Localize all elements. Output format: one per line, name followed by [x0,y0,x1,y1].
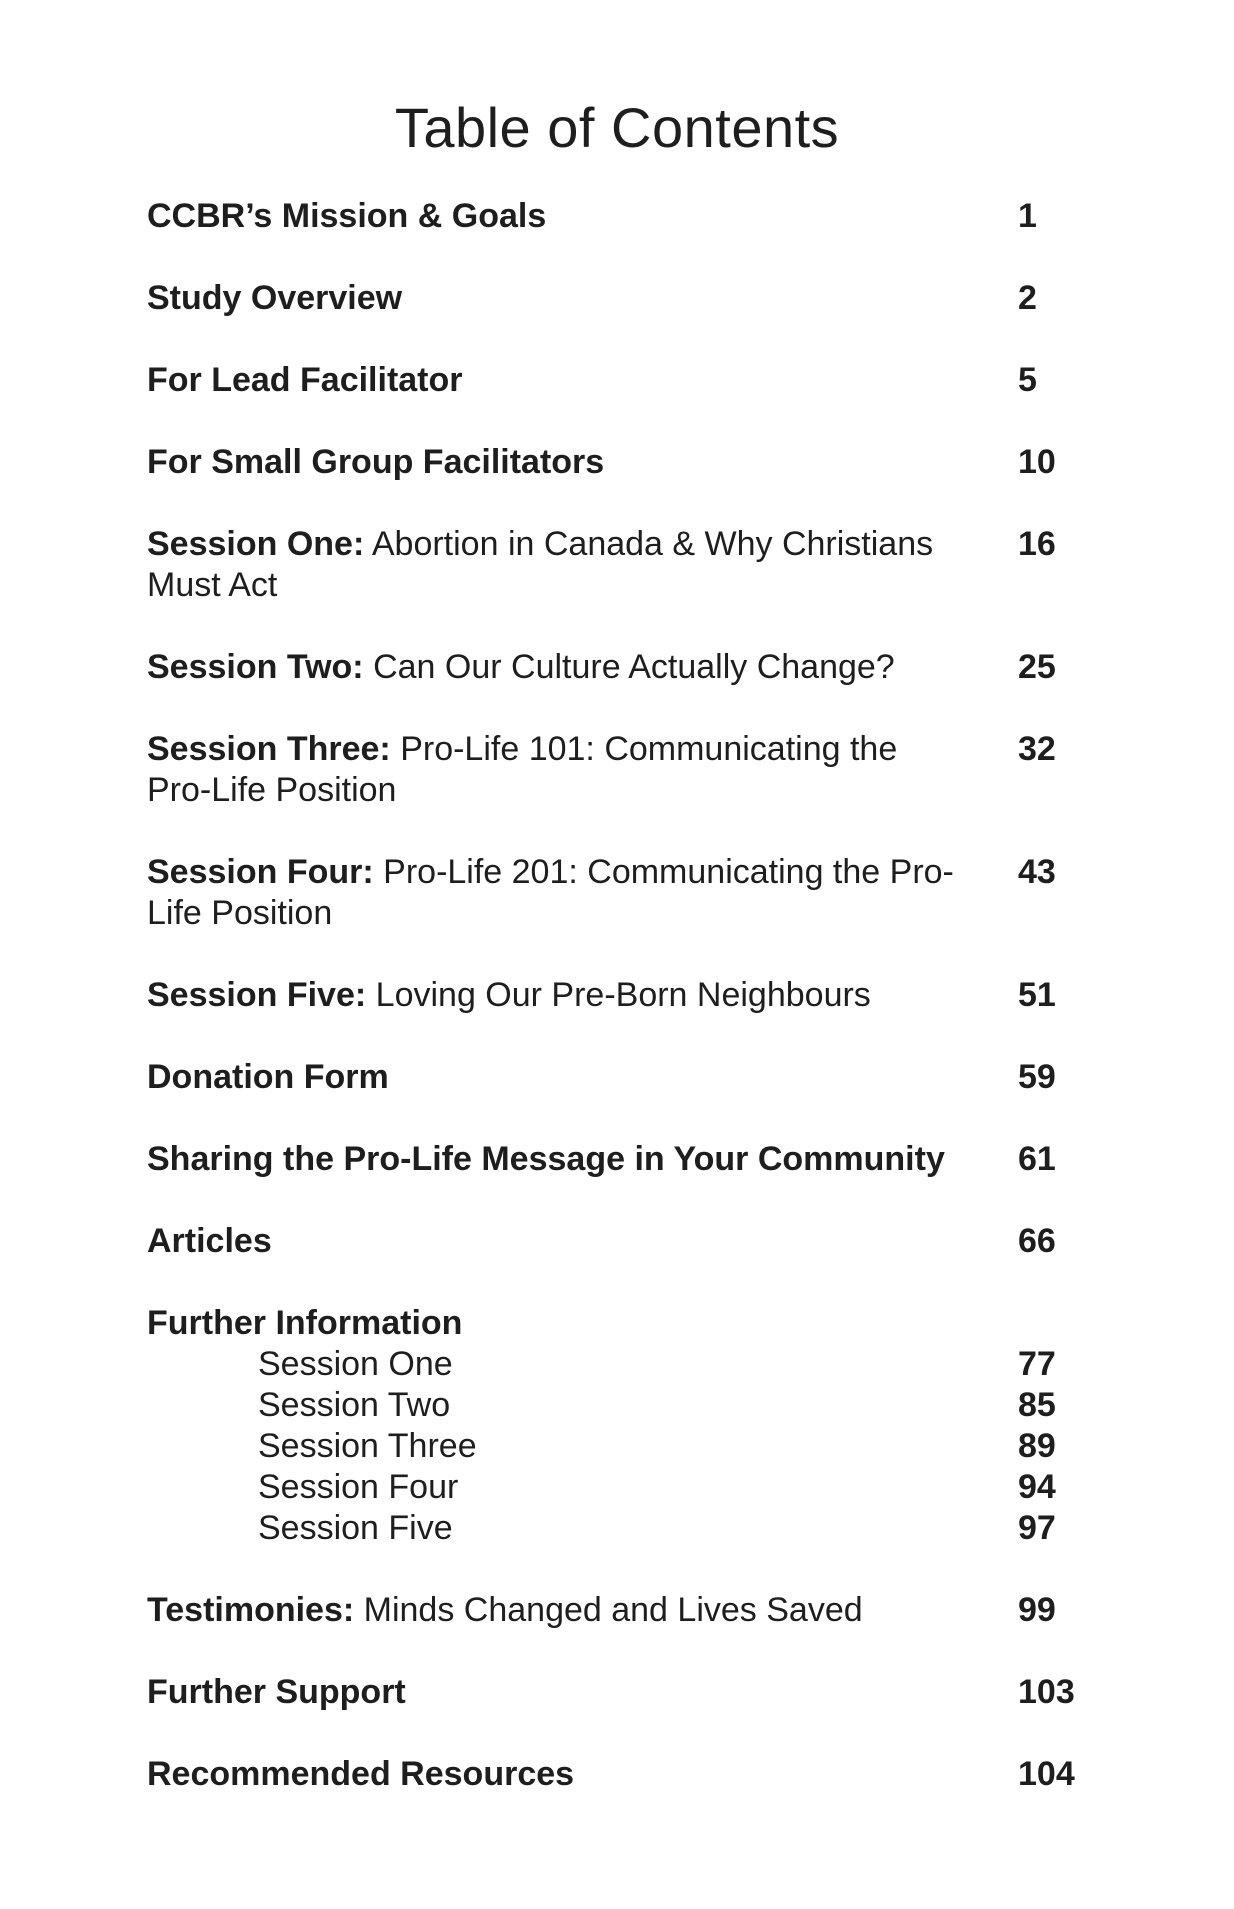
toc-entry-description: Pro-Life 201: Communicating the Pro-Life Position [147,853,954,932]
toc-subentry-session-five[interactable]: Session Five [258,1509,453,1547]
toc-entry-lead-facilitator[interactable] [147,360,957,401]
toc-page-number: 59 [1018,1058,1056,1096]
toc-page-number: 97 [1018,1509,1056,1547]
toc-subentry-session-two[interactable]: Session Two [258,1386,451,1424]
toc-page-number: 16 [1018,525,1056,563]
toc-entry-recommended-resources[interactable] [147,1754,957,1795]
toc-entry-label: Testimonies: [147,1591,355,1629]
toc-entry-label: For Lead Facilitator [147,361,463,399]
toc-entry-description: Minds Changed and Lives Saved [363,1591,863,1629]
toc-entry-session-two[interactable] [147,647,957,688]
toc-entry-donation-form[interactable] [147,1057,957,1098]
toc-page-number: 51 [1018,976,1056,1014]
toc-entry-label: Further Support [147,1673,406,1711]
toc-entry-label: Session Four: [147,853,374,891]
toc-entry-further-support[interactable] [147,1672,957,1713]
toc-entry-small-group-facilitators[interactable] [147,442,957,483]
toc-entry-articles[interactable] [147,1221,957,1262]
toc-entry-session-one[interactable] [147,524,957,606]
toc-page-number: 1 [1018,197,1037,235]
toc-page-number: 89 [1018,1427,1056,1465]
toc-page-number: 2 [1018,279,1037,317]
toc-entry-session-three[interactable] [147,729,957,811]
toc-page-number: 77 [1018,1345,1056,1383]
toc-page-number: 103 [1018,1673,1075,1711]
page-title: Table of Contents [394,96,840,159]
toc-page-number: 61 [1018,1140,1056,1178]
toc-page-number: 94 [1018,1468,1056,1506]
toc-entry-label: Session Two: [147,648,364,686]
toc-subentry-session-three[interactable]: Session Three [258,1427,477,1465]
toc-page-number: 32 [1018,730,1056,768]
toc-entry-session-five[interactable] [147,975,957,1016]
toc-entry-description: Loving Our Pre-Born Neighbours [375,976,871,1014]
toc-entry-label: Donation Form [147,1058,389,1096]
toc-entry-further-information[interactable] [147,1303,957,1344]
toc-page-number: 10 [1018,443,1056,481]
toc-entry-label: Study Overview [147,279,403,317]
toc-entry-sharing-message[interactable] [147,1139,977,1180]
toc-entry-label: CCBR’s Mission & Goals [147,197,547,235]
toc-page-number: 5 [1018,361,1037,399]
toc-entry-mission[interactable] [147,196,957,237]
toc-entry-label: Session Three: [147,730,391,768]
toc-page-number: 66 [1018,1222,1056,1260]
toc-entry-label: Session Five: [147,976,367,1014]
toc-entry-label: Articles [147,1222,272,1260]
toc-page-number: 25 [1018,648,1056,686]
toc-entry-label: For Small Group Facilitators [147,443,605,481]
toc-entry-description: Can Our Culture Actually Change? [373,648,895,686]
toc-page-number: 104 [1018,1755,1075,1793]
toc-entry-description: Abortion in Canada & Why Christians Must Act [147,525,934,604]
toc-entry-study-overview[interactable] [147,278,957,319]
toc-entry-label: Recommended Resources [147,1755,575,1793]
toc-entry-label: Session One: [147,525,365,563]
toc-entry-session-four[interactable] [147,852,957,934]
toc-entry-description: Pro-Life 101: Communicating the Pro-Life Position [147,730,898,809]
toc-page-number: 43 [1018,853,1056,891]
toc-entry-label: Further Information [147,1304,463,1342]
toc-entry-testimonies[interactable] [147,1590,957,1631]
toc-subentry-session-four[interactable]: Session Four [258,1468,459,1506]
toc-subentry-session-one[interactable]: Session One [258,1345,453,1383]
toc-page-number: 85 [1018,1386,1056,1424]
toc-entry-label: Sharing the Pro-Life Message in Your Community [147,1140,945,1178]
toc-page-number: 99 [1018,1591,1056,1629]
